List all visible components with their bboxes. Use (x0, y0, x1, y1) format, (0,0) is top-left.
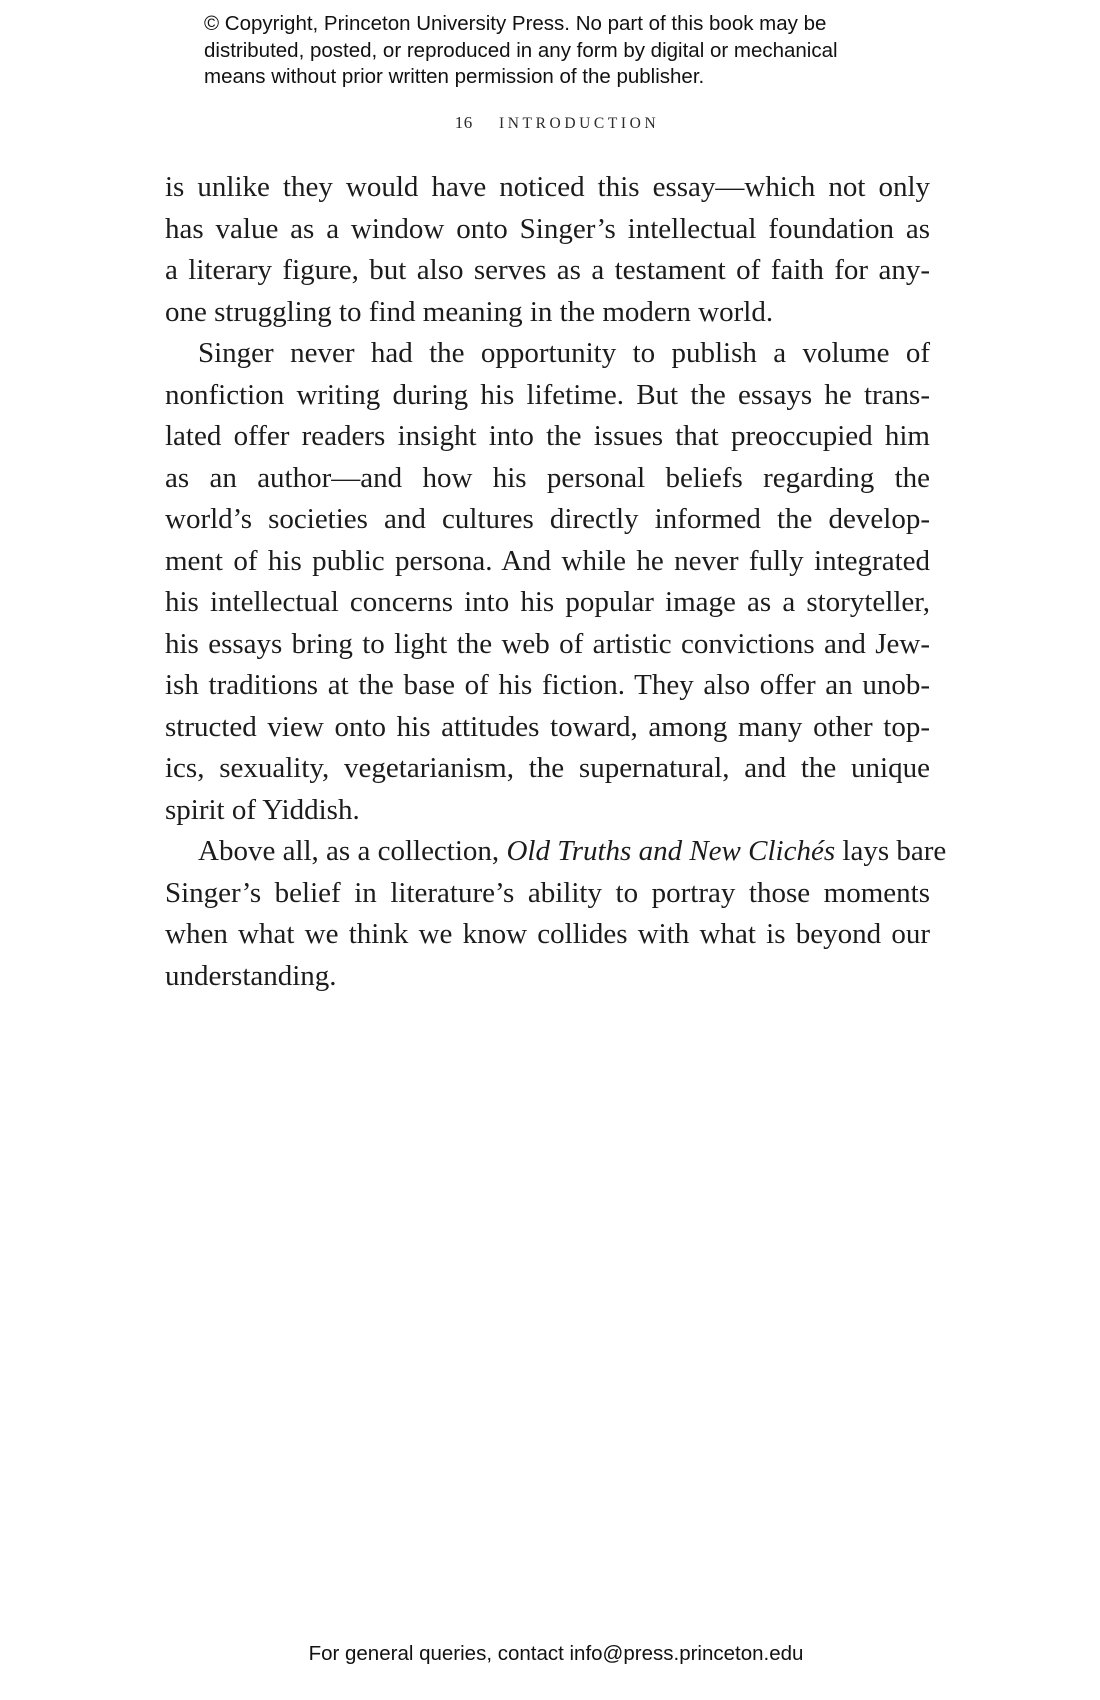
text-line: understanding. (165, 959, 337, 992)
text-line: a literary figure, but also serves as a testament of faith for any- (165, 254, 930, 286)
text-line: spirit of Yiddish. (165, 793, 360, 826)
text-line: Singer never had the opportunity to publish a volume of (198, 337, 930, 369)
text-line: one struggling to find meaning in the modern world. (165, 295, 774, 328)
text-line: Singer’s belief in literature’s ability to portray those moments (165, 876, 930, 909)
running-head (0, 113, 1100, 133)
text-fragment: lays bare (842, 835, 947, 867)
text-line: structed view onto his attitudes toward, among many other top- (165, 710, 930, 743)
text-fragment: Above all, as a collection, (198, 835, 500, 867)
text-line: his intellectual concerns into his popular image as a storyteller, (165, 586, 930, 618)
copyright-line: © Copyright, Princeton University Press. No part of this book may be (204, 12, 827, 35)
text-line: his essays bring to light the web of artistic convictions and Jew- (165, 627, 930, 660)
paragraph-2 (165, 333, 930, 831)
text-line: when what we think we know collides with what is beyond our (165, 918, 930, 950)
text-line: lated offer readers insight into the issues that preoccupied him (165, 420, 930, 452)
copyright-line: means without prior written permission of the publisher. (204, 65, 705, 88)
text-line: ment of his public persona. And while he never fully integrated (165, 544, 930, 577)
text-line: ish traditions at the base of his fiction. They also offer an unob- (165, 669, 930, 701)
text-line: ics, sexuality, vegetarianism, the supernatural, and the unique (165, 752, 930, 784)
section-title: INTRODUCTION (498, 115, 660, 132)
text-line: has value as a window onto Singer’s intellectual foundation as (165, 212, 930, 245)
book-title: Old Truths and New Clichés (506, 835, 836, 867)
text-line: as an author—and how his personal beliefs regarding the (165, 461, 930, 494)
paragraph-1 (165, 167, 930, 333)
text-line: world’s societies and cultures directly informed the develop- (165, 503, 930, 535)
copyright-notice (204, 11, 924, 91)
text-line (165, 831, 947, 873)
footer-contact: For general queries, contact info@press.princeton.edu (308, 1642, 804, 1665)
text-line: is unlike they would have noticed this essay—which not only (165, 171, 930, 203)
page-number: 16 (454, 113, 473, 132)
body-text (165, 167, 947, 997)
copyright-line: distributed, posted, or reproduced in any form by digital or mechanical (204, 38, 838, 62)
text-line: nonfiction writing during his lifetime. But the essays he trans- (165, 378, 930, 411)
paragraph-3 (165, 831, 947, 997)
